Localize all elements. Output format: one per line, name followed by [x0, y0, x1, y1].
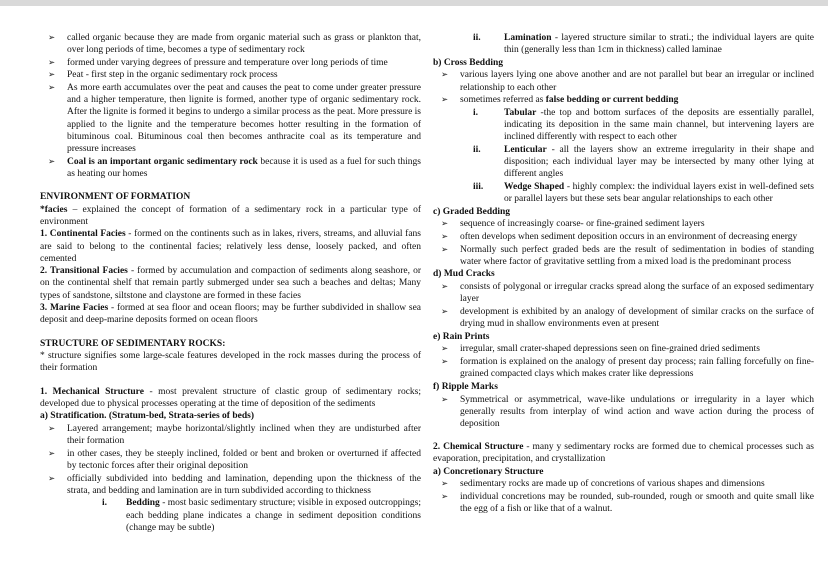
text-run: sometimes referred as	[460, 95, 546, 106]
bold-text: 1. Mechanical Structure	[40, 386, 144, 397]
bullet-item	[433, 281, 814, 305]
list-item-text	[504, 32, 814, 56]
arrow-bullet-marker: ➢	[441, 70, 449, 81]
text-run: individual concretions may be rounded, sub-rounded, rough or smooth and quite small like the egg of a fish or like that of a walnut.	[460, 492, 814, 515]
list-item-text	[460, 394, 814, 430]
bullet-item	[40, 448, 421, 472]
text-run: – explained the concept of formation of a sedimentary rock in a particular type of environment	[40, 204, 421, 227]
list-item-text	[460, 306, 814, 330]
bold-text: Lamination	[504, 33, 552, 43]
bullet-item	[433, 306, 814, 330]
bold-text: f) Ripple Marks	[433, 381, 498, 392]
text-run: - many y sedimentary rocks are formed due to chemical processes such as evaporation, precipitation, and crystallization	[433, 442, 814, 465]
bullet-item	[433, 343, 814, 355]
text-run: -the top and bottom surfaces of the deposits are essentially parallel, indicating its deposition in the same main channel, but intervening layers are inclined differently with respect to each other	[504, 107, 814, 143]
text-run: - layered structure similar to strati.; the individual layers are quite thin (generally less than 1cm in thickness) called laminae	[504, 33, 814, 56]
list-item-text	[504, 181, 814, 205]
arrow-bullet-marker: ➢	[441, 219, 449, 230]
bold-text: e) Rain Prints	[433, 331, 490, 342]
arrow-bullet-marker: ➢	[48, 70, 56, 81]
list-item-text	[460, 69, 814, 93]
subheading	[433, 381, 814, 393]
text-run: formed under varying degrees of pressure and temperature over long periods of time	[67, 57, 388, 68]
paragraph	[40, 302, 421, 326]
bold-text: b) Cross Bedding	[433, 57, 504, 68]
list-item-text	[67, 448, 421, 472]
bullet-item	[433, 69, 814, 93]
text-run: - formed at sea floor and ocean floors; may be further subdivided in shallow sea deposit and deep-marine deposits formed on ocean floors	[40, 303, 421, 326]
list-item-text	[460, 356, 814, 380]
arrow-bullet-marker: ➢	[441, 282, 449, 293]
bullet-item	[433, 244, 814, 268]
text-run: Normally such perfect graded beds are the result of sedimentation in bodies of standing water where factor of gravitative settling from a mixed load is the predominant process	[460, 244, 814, 267]
bold-text: *facies	[40, 204, 68, 215]
list-item-text	[126, 497, 421, 533]
bold-text: Lenticular	[504, 144, 547, 155]
bullet-item	[433, 394, 814, 430]
text-run: in other cases, they be steeply inclined, folded or bent and broken or overturned if affected by tectonic forces after their original deposition	[67, 448, 421, 471]
subheading	[433, 57, 814, 69]
text-run: - most basic sedimentary structure; visible in exposed outcroppings; each bedding plane indicates a change in sediment deposition conditions (change may be subtle)	[126, 498, 421, 533]
bold-text: c) Graded Bedding	[433, 206, 511, 217]
list-item-text	[67, 156, 421, 180]
list-item-text	[460, 94, 814, 106]
bullet-item	[433, 231, 814, 243]
subheading	[433, 206, 814, 218]
arrow-bullet-marker: ➢	[441, 357, 449, 368]
roman-list-item	[433, 107, 814, 143]
bullet-item	[40, 473, 421, 497]
roman-list-item	[433, 144, 814, 180]
text-run: - highly complex: the individual layers exist in well-defined sets or parallel layers but these sets bear angular relationships to each other	[504, 181, 814, 205]
subheading	[433, 466, 814, 478]
bullet-item	[433, 94, 814, 106]
bullet-item	[40, 82, 421, 155]
document-column-right	[433, 32, 814, 534]
bold-text: 3. Marine Facies	[40, 303, 109, 314]
paragraph	[40, 350, 421, 374]
text-run: * structure signifies some large-scale features developed in the rock masses during the process of their formation	[40, 351, 421, 374]
arrow-bullet-marker: ➢	[48, 473, 56, 484]
arrow-bullet-marker: ➢	[48, 57, 56, 68]
arrow-bullet-marker: ➢	[441, 492, 449, 503]
list-item-text	[460, 244, 814, 268]
list-item-text	[460, 478, 814, 490]
list-item-text	[504, 144, 814, 180]
arrow-bullet-marker: ➢	[441, 232, 449, 242]
bold-text: Wedge Shaped	[504, 181, 565, 192]
arrow-bullet-marker: ➢	[441, 95, 449, 106]
text-run: often develops when sediment deposition occurs in an environment of decreasing energy	[460, 232, 798, 242]
list-item-text	[67, 473, 421, 497]
text-run: Layered arrangement; maybe horizontal/slightly inclined when they are undisturbed after their formation	[67, 424, 421, 447]
bullet-item	[40, 32, 421, 56]
text-run: formation is explained on the analogy of present day process; rain falling forcefully on fine-grained compacted clays which makes crater like depressions	[460, 357, 814, 380]
arrow-bullet-marker: ➢	[441, 344, 449, 355]
document-column-left	[40, 32, 421, 534]
text-run: - all the layers show an extreme irregularity in their shape and disposition; each individual layer may be intersected by many other lying at different angles	[504, 144, 814, 180]
document-page	[0, 6, 828, 586]
subheading	[40, 410, 421, 422]
bold-text: 2. Transitional Facies	[40, 266, 128, 277]
arrow-bullet-marker: ➢	[441, 306, 449, 317]
bullet-item	[40, 69, 421, 81]
list-item-text	[460, 491, 814, 515]
arrow-bullet-marker: ➢	[441, 394, 449, 405]
roman-numeral-marker: ii.	[473, 33, 481, 43]
text-run: irregular, small crater-shaped depressions seen on fine-grained dried sediments	[460, 344, 760, 355]
roman-numeral-marker: i.	[473, 107, 479, 118]
bold-text: a) Stratification. (Stratum-bed, Strata-series of beds)	[40, 411, 254, 422]
roman-list-item	[433, 32, 814, 56]
section-heading	[40, 191, 421, 203]
list-item-text	[67, 69, 421, 81]
text-run: development is exhibited by an analogy of development of similar cracks on the surface of drying mud in shallow environments even at present	[460, 306, 814, 330]
roman-list-item	[433, 181, 814, 205]
text-run: sedimentary rocks are made up of concretions of various shapes and dimensions	[460, 479, 765, 490]
bold-text: STRUCTURE OF SEDIMENTARY ROCKS:	[40, 338, 226, 349]
text-run: Symmetrical or asymmetrical, wave-like undulations or irregularity in a layer which generally results from interplay of wind action and wave action during the process of deposition	[460, 394, 814, 429]
text-run: - formed on the continents such as in lakes, rivers, streams, and alluvial fans are said to belong to the continental facies; relatively less dense, loosely packed, and often cemented	[40, 229, 422, 264]
list-item-text	[67, 32, 421, 56]
bullet-item	[40, 57, 421, 69]
paragraph	[40, 386, 421, 410]
bold-text: false bedding or current bedding	[545, 95, 679, 106]
bold-text: Tabular	[504, 107, 537, 118]
arrow-bullet-marker: ➢	[441, 244, 449, 255]
list-item-text	[460, 343, 814, 355]
bullet-item	[433, 478, 814, 490]
arrow-bullet-marker: ➢	[48, 83, 56, 94]
bold-text: 1. Continental Facies	[40, 229, 126, 240]
text-run: - most prevalent structure of clastic group of sedimentary rocks; developed due to physical processes operating at the time of deposition of the sediments	[40, 386, 421, 409]
paragraph	[40, 204, 421, 228]
list-item-text	[67, 82, 421, 155]
text-run: officially subdivided into bedding and lamination, depending upon the thickness of the strata, and bedding and lamination are in turn subdivided according to thickness	[67, 473, 421, 496]
bullet-item	[433, 491, 814, 515]
text-run: various layers lying one above another and are not parallel but bear an irregular or inclined relationship to each other	[460, 70, 814, 93]
bullet-item	[40, 156, 421, 180]
bold-text: 2. Chemical Structure	[433, 442, 524, 452]
paragraph	[40, 265, 421, 301]
roman-numeral-marker: ii.	[473, 144, 481, 155]
arrow-bullet-marker: ➢	[48, 33, 56, 43]
roman-numeral-marker: i.	[102, 498, 108, 509]
list-item-text	[460, 231, 814, 243]
text-run: Peat - first step in the organic sedimentary rock process	[67, 70, 278, 81]
text-run: called organic because they are made from organic material such as grass or plankton that, over long periods of time, becomes a type of sedimentary rock	[67, 33, 421, 56]
bullet-item	[433, 218, 814, 230]
paragraph	[433, 441, 814, 465]
paragraph	[40, 228, 421, 264]
arrow-bullet-marker: ➢	[441, 479, 449, 490]
text-run: consists of polygonal or irregular cracks spread along the surface of an exposed sedimentary layer	[460, 282, 814, 305]
subheading	[433, 268, 814, 280]
list-item-text	[67, 57, 421, 69]
arrow-bullet-marker: ➢	[48, 424, 56, 435]
list-item-text	[460, 281, 814, 305]
bullet-item	[433, 356, 814, 380]
bold-text: a) Concretionary Structure	[433, 466, 544, 477]
text-run: As more earth accumulates over the peat and causes the peat to come under greater pressure and a higher temperature, then lignite is formed, another type of organic sedimentary rock. After the lignite is formed it begins to undergo a similar process as the peat. More pressure is applied to the lignite and the temperature becomes hotter resulting in the formation of bituminous coal. Bituminous coal then becomes anthracite coal as its temperature and pressure increases	[67, 83, 421, 154]
bold-text: Bedding	[126, 498, 160, 509]
text-run: because it is used as a fuel for such things as heating our homes	[67, 156, 421, 179]
text-run: sequence of increasingly coarse- or fine-grained sediment layers	[460, 219, 705, 230]
arrow-bullet-marker: ➢	[48, 156, 56, 167]
bold-text: d) Mud Cracks	[433, 269, 495, 280]
text-run: - formed by accumulation and compaction of sediments along seashore, or on the continental shelf that remain partly submerged under sea such a beaches and deltas; Many types of sandstone, siltstone and claystone are formed in these facies	[40, 266, 421, 301]
list-item-text	[67, 423, 421, 447]
bold-text: ENVIRONMENT OF FORMATION	[40, 191, 191, 202]
document-columns	[0, 6, 828, 534]
section-heading	[40, 338, 421, 350]
list-item-text	[504, 107, 814, 143]
subheading	[433, 331, 814, 343]
list-item-text	[460, 218, 814, 230]
roman-list-item	[40, 497, 421, 533]
bullet-item	[40, 423, 421, 447]
arrow-bullet-marker: ➢	[48, 448, 56, 459]
roman-numeral-marker: iii.	[473, 181, 484, 192]
bold-text: Coal is an important organic sedimentary rock	[67, 156, 258, 167]
